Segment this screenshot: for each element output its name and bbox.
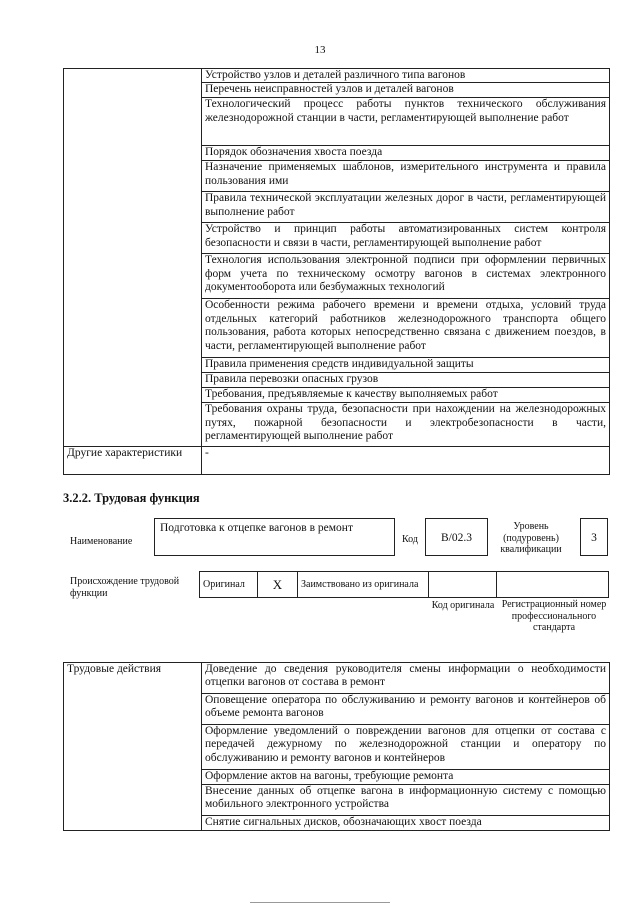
table-row: Порядок обозначения хвоста поезда: [202, 146, 610, 161]
table-row: Технологический процесс работы пунктов технического обслуживания железнодорожной станции в части, регламентирующей выполнение работ: [202, 98, 610, 146]
table-row: Правила технической эксплуатации железных дорог в части, регламентирующей выполнение работ: [202, 192, 610, 223]
table-row: Внесение данных об отцепке вагона в информационную систему с помощью мобильного электронного устройства: [202, 785, 610, 816]
reg-number-label: Регистрационный номер профессионального стандарта: [501, 599, 607, 633]
table-row: Устройство и принцип работы автоматизированных систем контроля безопасности и связи в части, регламентирующей выполнение работ: [202, 223, 610, 254]
other-characteristics-label: Другие характеристики: [64, 447, 202, 475]
table-row: Технология использования электронной подписи при оформлении первичных форм учета по техническому осмотру вагонов в системах электронного документооборота или безбумажных технологий: [202, 254, 610, 299]
labor-actions-label: Трудовые действия: [64, 663, 202, 831]
table-row: Требования, предъявляемые к качеству выполняемых работ: [202, 388, 610, 403]
table-row: Правила применения средств индивидуальной защиты: [202, 358, 610, 373]
code-box: [425, 518, 488, 556]
table-row: Оповещение оператора по обслуживанию и ремонту вагонов и контейнеров об объеме ремонта вагонов: [202, 694, 610, 725]
table-row: Оформление уведомлений о повреждении вагонов для отцепки от состава с передачей дежурному по железнодорожной станции и оператору по обслуживанию и ремонту вагонов и контейнеров: [202, 725, 610, 770]
function-name-value: Подготовка к отцепке вагонов в ремонт: [160, 522, 353, 534]
knowledge-table: [63, 68, 610, 475]
code-original-cell: [429, 572, 497, 598]
table-row: Требования охраны труда, безопасности при нахождении на железнодорожных путях, пожарной безопасности и электробезопасности в части, регламентирующей выполнение работ: [202, 403, 610, 447]
other-characteristics-value: -: [202, 447, 610, 475]
table-row: Устройство узлов и деталей различного типа вагонов: [202, 69, 610, 83]
reg-number-cell: [497, 572, 609, 598]
table-left-cell-empty: [64, 69, 202, 447]
page-bottom-rule: [250, 902, 390, 903]
origin-label: Происхождение трудовой функции: [70, 576, 180, 599]
original-label: Оригинал: [200, 572, 258, 598]
origin-table: [199, 571, 609, 598]
page-number: 13: [314, 44, 326, 56]
level-label: Уровень (подуровень) квалификации: [500, 521, 562, 555]
function-name-box: [154, 518, 395, 556]
borrowed-label: Заимствовано из оригинала: [298, 572, 429, 598]
table-row: Перечень неисправностей узлов и деталей вагонов: [202, 83, 610, 98]
table-row: Правила перевозки опасных грузов: [202, 373, 610, 388]
table-row: Особенности режима рабочего времени и времени отдыха, условий труда отдельных категорий работников железнодорожного транспорта общего пользования, работа которых непосредственно связана с движением поездов, в части, регламентирующей выполнение работ: [202, 299, 610, 358]
table-row: Снятие сигнальных дисков, обозначающих хвост поезда: [202, 816, 610, 831]
code-label: Код: [402, 534, 418, 545]
table-row: Оформление актов на вагоны, требующие ремонта: [202, 770, 610, 785]
labor-actions-table: [63, 662, 610, 831]
level-box: [580, 518, 608, 556]
section-title: 3.2.2. Трудовая функция: [63, 491, 200, 505]
original-mark: X: [258, 572, 298, 598]
name-label: Наименование: [70, 536, 133, 547]
code-original-label: Код оригинала: [431, 600, 495, 611]
code-value: В/02.3: [441, 532, 472, 544]
table-row: Назначение применяемых шаблонов, измерительного инструмента и правила пользования ими: [202, 161, 610, 192]
table-row: Доведение до сведения руководителя смены информации о необходимости отцепки вагонов от состава в ремонт: [202, 663, 610, 694]
level-value: 3: [591, 532, 597, 544]
